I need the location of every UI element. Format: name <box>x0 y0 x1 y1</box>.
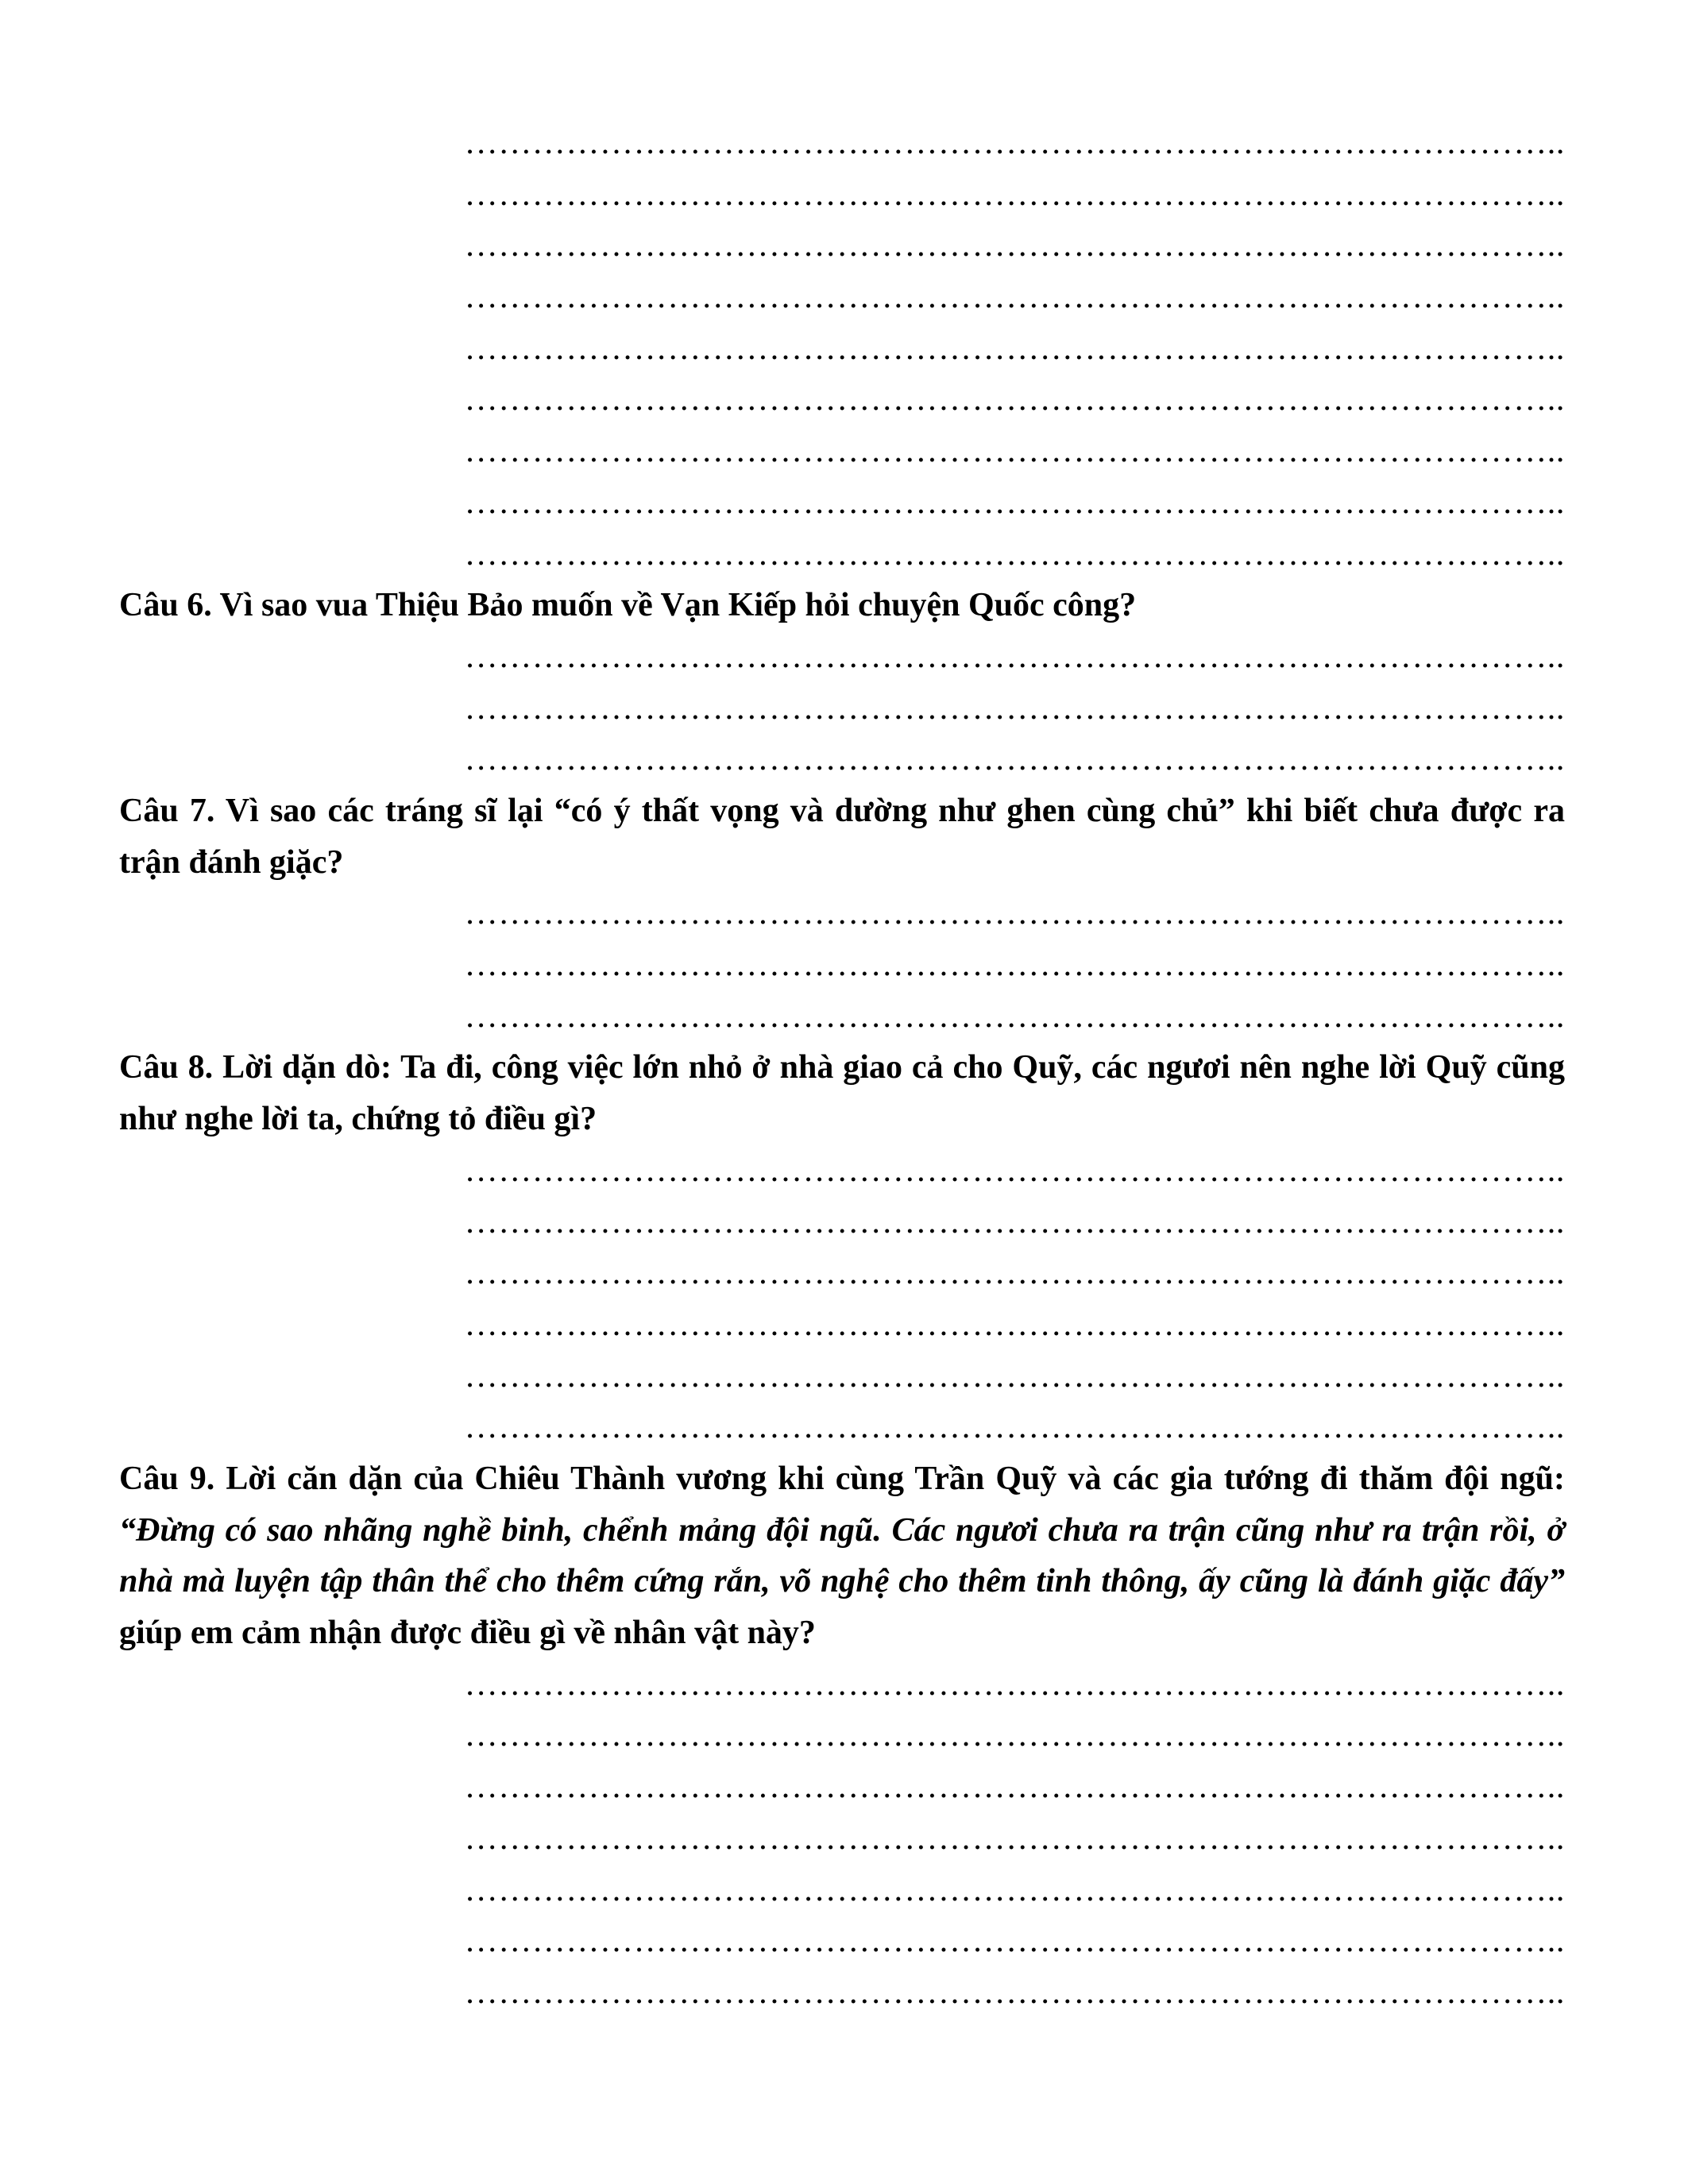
answer-line: …………………………………………………………………………………….. <box>464 176 1565 213</box>
answer-line: …………………………………………………………………………………….. <box>464 1769 1565 1806</box>
answer-line: …………………………………………………………………………………….. <box>464 381 1565 419</box>
answer-line: …………………………………………………………………………………….. <box>464 741 1565 778</box>
answer-line: …………………………………………………………………………………….. <box>464 1357 1565 1395</box>
question-9-text-after: giúp em cảm nhận được điều gì về nhân vật này? <box>119 1615 816 1652</box>
question-9-text: Lời căn dặn của Chiêu Thành vương khi cùng Trần Quỹ và các gia tướng đi thăm đội ngũ: <box>214 1460 1565 1497</box>
worksheet-page <box>119 118 1565 2019</box>
question-6-label: Câu 6. <box>119 587 212 624</box>
answer-area-9 <box>119 1659 1565 2019</box>
question-7 <box>119 785 1565 888</box>
question-6 <box>119 580 1565 631</box>
question-9-quote: “Đừng có sao nhãng nghề binh, chểnh mảng đội ngũ. Các ngươi chưa ra trận cũng như ra trận rồi, ở nhà mà luyện tập thân thể cho thêm cứng rắn, võ nghệ cho thêm tinh thông, ấy cũng là đánh giặc đấy” <box>119 1511 1565 1600</box>
question-7-text: Vì sao các tráng sĩ lại “có ý thất vọng và dường như ghen cùng chủ” khi biết chưa được ra trận đánh giặc? <box>119 792 1565 881</box>
answer-area-6 <box>119 631 1565 785</box>
answer-line: …………………………………………………………………………………….. <box>464 535 1565 573</box>
question-8 <box>119 1042 1565 1144</box>
answer-line: …………………………………………………………………………………….. <box>464 895 1565 932</box>
answer-line: …………………………………………………………………………………….. <box>464 1409 1565 1446</box>
answer-line: …………………………………………………………………………………….. <box>464 638 1565 675</box>
answer-line: …………………………………………………………………………………….. <box>464 947 1565 984</box>
question-7-label: Câu 7. <box>119 792 215 829</box>
answer-line: …………………………………………………………………………………….. <box>464 1203 1565 1241</box>
question-8-text: Lời dặn dò: Ta đi, công việc lớn nhỏ ở nhà giao cả cho Quỹ, các ngươi nên nghe lời Quỹ cũng như nghe lời ta, chứng tỏ điều gì? <box>119 1049 1565 1138</box>
answer-area-7 <box>119 888 1565 1042</box>
answer-line: …………………………………………………………………………………….. <box>464 279 1565 316</box>
answer-line: …………………………………………………………………………………….. <box>464 689 1565 727</box>
answer-line: …………………………………………………………………………………….. <box>464 484 1565 521</box>
answer-line: …………………………………………………………………………………….. <box>464 1152 1565 1189</box>
question-9-label: Câu 9. <box>119 1460 215 1497</box>
question-8-label: Câu 8. <box>119 1049 214 1086</box>
answer-line: …………………………………………………………………………………….. <box>464 1871 1565 1908</box>
answer-line: …………………………………………………………………………………….. <box>464 1306 1565 1343</box>
answer-area-8 <box>119 1145 1565 1453</box>
answer-line: …………………………………………………………………………………….. <box>464 1923 1565 1960</box>
answer-line: …………………………………………………………………………………….. <box>464 227 1565 264</box>
answer-line: …………………………………………………………………………………….. <box>464 1717 1565 1754</box>
answer-line: …………………………………………………………………………………….. <box>464 330 1565 367</box>
answer-line: …………………………………………………………………………………….. <box>464 997 1565 1035</box>
answer-area-top <box>119 118 1565 580</box>
answer-line: …………………………………………………………………………………….. <box>464 1974 1565 2011</box>
answer-line: …………………………………………………………………………………….. <box>464 1665 1565 1703</box>
answer-line: …………………………………………………………………………………….. <box>464 125 1565 161</box>
question-9 <box>119 1453 1565 1659</box>
question-6-text: Vì sao vua Thiệu Bảo muốn về Vạn Kiếp hỏi chuyện Quốc công? <box>211 587 1137 624</box>
answer-line: …………………………………………………………………………………….. <box>464 1255 1565 1292</box>
answer-line: …………………………………………………………………………………….. <box>464 433 1565 470</box>
answer-line: …………………………………………………………………………………….. <box>464 1819 1565 1857</box>
